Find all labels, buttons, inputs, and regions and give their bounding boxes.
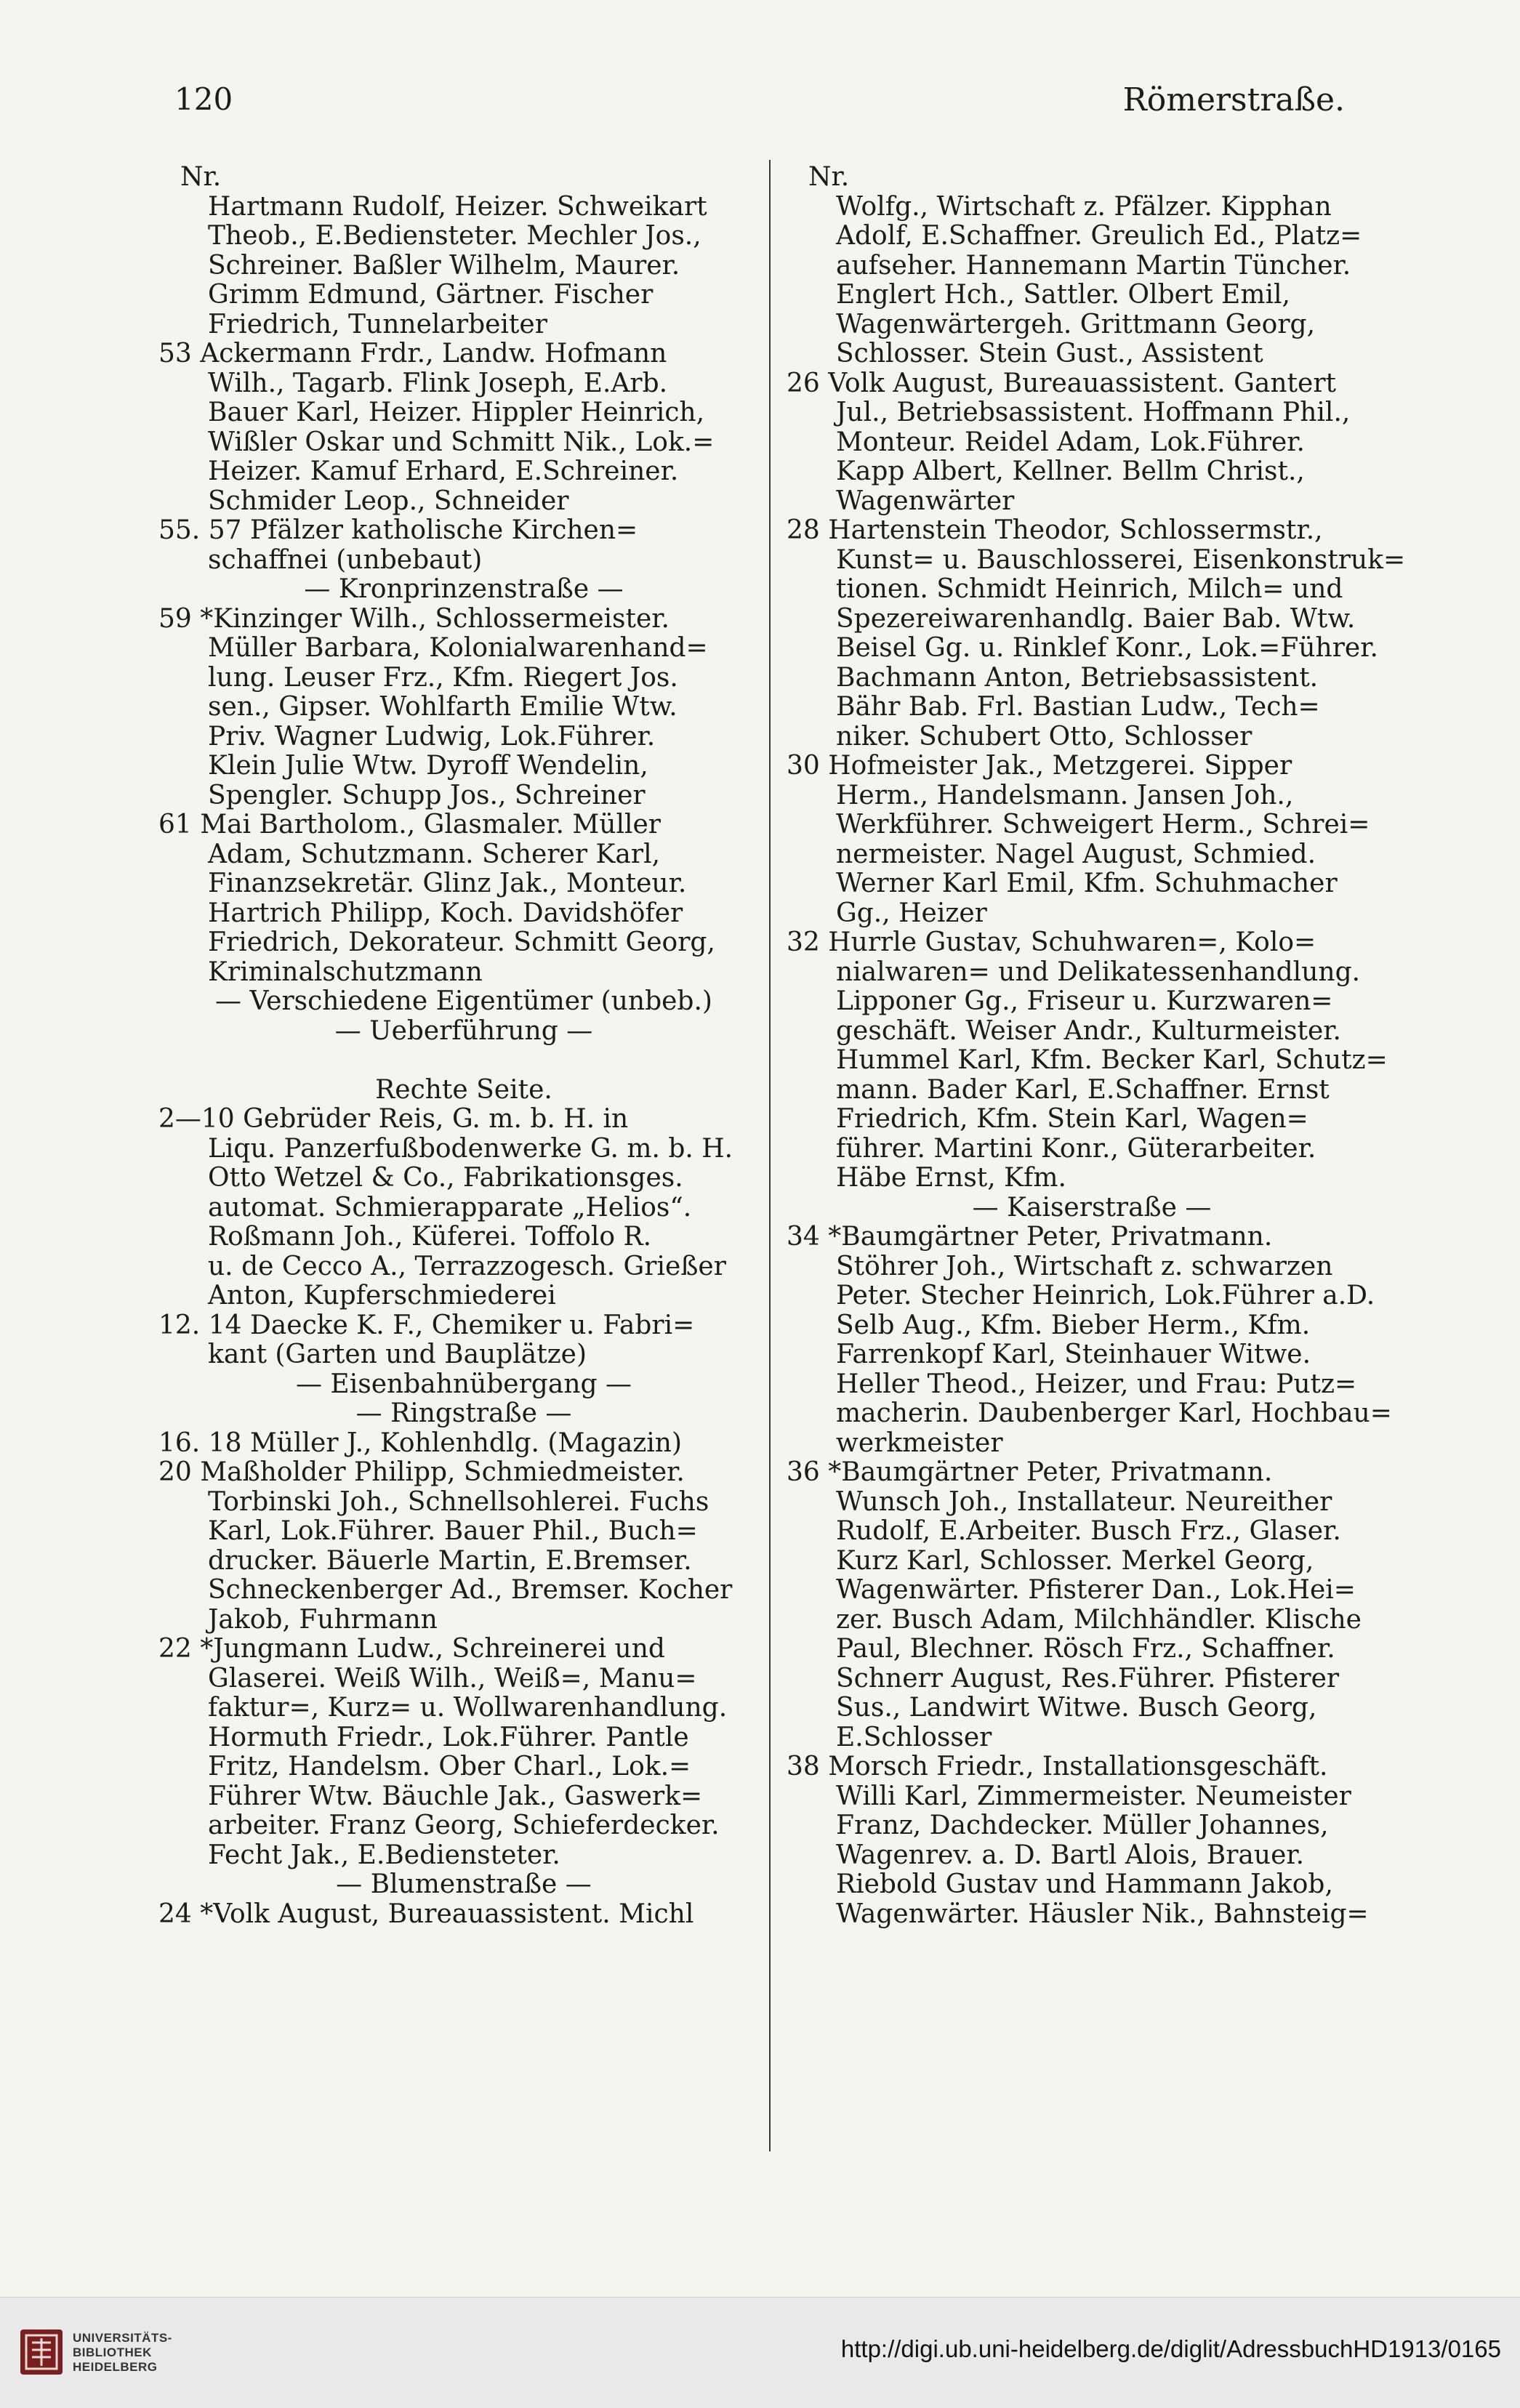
text-line: Rechte Seite. [375, 1074, 552, 1105]
text-line: Wilh., Tagarb. Flink Joseph, E.Arb. [208, 368, 668, 398]
text-line: — Ringstraße — [355, 1398, 572, 1428]
logo-line: BIBLIOTHEK [73, 2345, 152, 2359]
text-line: Hartmann Rudolf, Heizer. Schweikart [208, 191, 707, 222]
text-line: 36 *Baumgärtner Peter, Privatmann. [787, 1457, 1273, 1487]
text-line: macherin. Daubenberger Karl, Hochbau= [836, 1398, 1392, 1428]
library-logo-text [73, 2331, 172, 2375]
text-line: Schneckenberger Ad., Bremser. Kocher [208, 1575, 733, 1605]
text-line: Karl, Lok.Führer. Bauer Phil., Buch= [208, 1516, 698, 1546]
text-line: Otto Wetzel & Co., Fabrikationsges. [208, 1163, 683, 1193]
text-line: niker. Schubert Otto, Schlosser [836, 721, 1252, 752]
text-line: lung. Leuser Frz., Kfm. Riegert Jos. [208, 662, 678, 693]
text-line: Theob., E.Bediensteter. Mechler Jos., [208, 221, 701, 251]
column-divider [769, 160, 771, 2151]
text-line: Hartrich Philipp, Koch. Davidshöfer [208, 898, 683, 928]
footer-bar [0, 2297, 1520, 2408]
text-line: 12. 14 Daecke K. F., Chemiker u. Fabri= [158, 1310, 695, 1340]
text-line: Roßmann Joh., Küferei. Toffolo R. [208, 1222, 652, 1252]
text-line: — Ueberführung — [334, 1015, 593, 1046]
text-line: Englert Hch., Sattler. Olbert Emil, [836, 280, 1290, 310]
text-line: Nr. [180, 162, 222, 192]
page-header [174, 81, 1345, 125]
text-line: Bachmann Anton, Betriebsassistent. [836, 662, 1319, 693]
text-line: Wagenwärter [836, 486, 1015, 516]
text-line: Selb Aug., Kfm. Bieber Herm., Kfm. [836, 1310, 1311, 1340]
text-line: Paul, Blechner. Rösch Frz., Schaffner. [836, 1634, 1335, 1664]
text-line: Willi Karl, Zimmermeister. Neumeister [836, 1781, 1351, 1811]
text-line: Rudolf, E.Arbeiter. Busch Frz., Glaser. [836, 1516, 1341, 1546]
university-seal-icon [19, 2328, 64, 2376]
text-line: 26 Volk August, Bureauassistent. Gantert [787, 368, 1336, 398]
text-line: Beisel Gg. u. Rinklef Konr., Lok.=Führer. [836, 633, 1378, 663]
text-line: Kurz Karl, Schlosser. Merkel Georg, [836, 1545, 1314, 1576]
text-line: kant (Garten und Bauplätze) [208, 1340, 587, 1369]
text-line: Müller Barbara, Kolonialwarenhand= [208, 633, 708, 663]
text-line: Hormuth Friedr., Lok.Führer. Pantle [208, 1722, 689, 1752]
text-line: Lipponer Gg., Friseur u. Kurzwaren= [836, 986, 1333, 1016]
text-line: Adam, Schutzmann. Scherer Karl, [208, 839, 661, 869]
text-line: Peter. Stecher Heinrich, Lok.Führer a.D. [836, 1281, 1375, 1310]
text-line: — Eisenbahnübergang — [295, 1369, 632, 1399]
text-line: Jakob, Fuhrmann [208, 1604, 438, 1635]
text-line: Wißler Oskar und Schmitt Nik., Lok.= [208, 427, 715, 457]
text-line: aufseher. Hannemann Martin Tüncher. [836, 250, 1351, 281]
text-line: Bähr Bab. Frl. Bastian Ludw., Tech= [836, 692, 1320, 722]
text-line: Werner Karl Emil, Kfm. Schuhmacher [836, 869, 1338, 898]
text-line [158, 1046, 740, 1076]
text-line: zer. Busch Adam, Milchhändler. Klische [836, 1604, 1362, 1635]
text-line: geschäft. Weiser Andr., Kulturmeister. [836, 1015, 1342, 1046]
text-line: u. de Cecco A., Terrazzogesch. Grießer [208, 1251, 726, 1281]
text-line: Farrenkopf Karl, Steinhauer Witwe. [836, 1340, 1311, 1369]
text-line: 59 *Kinzinger Wilh., Schlossermeister. [158, 603, 669, 634]
text-line: Häbe Ernst, Kfm. [836, 1163, 1066, 1193]
text-line: Wolfg., Wirtschaft z. Pfälzer. Kipphan [836, 191, 1332, 222]
text-line: führer. Martini Konr., Güterarbeiter. [836, 1133, 1316, 1164]
page-number: 120 [174, 81, 233, 117]
text-line: Fecht Jak., E.Bediensteter. [208, 1840, 560, 1870]
text-line: 24 *Volk August, Bureauassistent. Michl [158, 1898, 694, 1929]
text-line: 20 Maßholder Philipp, Schmiedmeister. [158, 1457, 685, 1487]
logo-line: HEIDELBERG [73, 2360, 158, 2374]
text-line: 61 Mai Bartholom., Glasmaler. Müller [158, 810, 661, 839]
text-line: faktur=, Kurz= u. Wollwarenhandlung. [208, 1693, 728, 1723]
text-line: 38 Morsch Friedr., Installationsgeschäft. [787, 1752, 1328, 1781]
text-line: Bauer Karl, Heizer. Hippler Heinrich, [208, 398, 705, 427]
text-line: Kriminalschutzmann [208, 957, 483, 987]
text-line: E.Schlosser [836, 1722, 992, 1752]
text-line: 30 Hofmeister Jak., Metzgerei. Sipper [787, 751, 1292, 781]
text-line: 34 *Baumgärtner Peter, Privatmann. [787, 1222, 1273, 1252]
text-line: Jul., Betriebsassistent. Hoffmann Phil., [836, 398, 1351, 427]
text-line: — Kronprinzenstraße — [304, 574, 624, 604]
text-line: Nr. [808, 162, 850, 192]
text-line: schaffnei (unbebaut) [208, 544, 483, 575]
running-title: Römerstraße. [1122, 81, 1345, 118]
text-line: sen., Gipser. Wohlfarth Emilie Wtw. [208, 692, 677, 722]
text-line: Priv. Wagner Ludwig, Lok.Führer. [208, 721, 656, 752]
text-line: Franz, Dachdecker. Müller Johannes, [836, 1811, 1329, 1840]
text-line: Grimm Edmund, Gärtner. Fischer [208, 280, 654, 310]
text-line: Kapp Albert, Kellner. Bellm Christ., [836, 456, 1305, 486]
text-line: Klein Julie Wtw. Dyroff Wendelin, [208, 751, 648, 781]
text-line: 32 Hurrle Gustav, Schuhwaren=, Kolo= [787, 927, 1316, 957]
text-line: Glaserei. Weiß Wilh., Weiß=, Manu= [208, 1663, 697, 1694]
text-line: Monteur. Reidel Adam, Lok.Führer. [836, 427, 1305, 457]
text-line: Sus., Landwirt Witwe. Busch Georg, [836, 1693, 1317, 1723]
text-line: — Verschiedene Eigentümer (unbeb.) [215, 986, 712, 1016]
text-line: Friedrich, Tunnelarbeiter [208, 309, 547, 339]
text-line: werkmeister [836, 1428, 1003, 1458]
text-line: 16. 18 Müller J., Kohlenhdlg. (Magazin) [158, 1428, 682, 1458]
text-line: Friedrich, Kfm. Stein Karl, Wagen= [836, 1104, 1308, 1134]
text-line: Fritz, Handelsm. Ober Charl., Lok.= [208, 1752, 691, 1781]
text-line: Finanzsekretär. Glinz Jak., Monteur. [208, 869, 687, 898]
text-line: 22 *Jungmann Ludw., Schreinerei und [158, 1634, 665, 1664]
text-line: Wunsch Joh., Installateur. Neureither [836, 1486, 1332, 1517]
text-line: Schmider Leop., Schneider [208, 486, 569, 516]
text-line: Wagenwärter. Pfisterer Dan., Lok.Hei= [836, 1575, 1356, 1605]
text-line: — Blumenstraße — [336, 1869, 592, 1899]
left-column [158, 163, 740, 1929]
text-line: nermeister. Nagel August, Schmied. [836, 839, 1316, 869]
text-line: Spengler. Schupp Jos., Schreiner [208, 780, 646, 810]
text-line: nialwaren= und Delikatessenhandlung. [836, 957, 1361, 987]
logo-line: UNIVERSITÄTS- [73, 2331, 172, 2345]
text-line: Anton, Kupferschmiederei [208, 1281, 556, 1310]
text-line: — Kaiserstraße — [972, 1192, 1212, 1223]
text-line: 53 Ackermann Frdr., Landw. Hofmann [158, 339, 667, 369]
text-line: Gg., Heizer [836, 898, 987, 928]
text-line: 55. 57 Pfälzer katholische Kirchen= [158, 515, 638, 545]
text-line: 28 Hartenstein Theodor, Schlossermstr., [787, 515, 1323, 545]
text-line: Liqu. Panzerfußbodenwerke G. m. b. H. [208, 1133, 733, 1164]
text-line: mann. Bader Karl, E.Schaffner. Ernst [836, 1074, 1330, 1105]
text-line: 2—10 Gebrüder Reis, G. m. b. H. in [158, 1104, 629, 1134]
text-line: drucker. Bäuerle Martin, E.Bremser. [208, 1545, 692, 1576]
text-line: Adolf, E.Schaffner. Greulich Ed., Platz= [836, 221, 1362, 251]
text-line: Heizer. Kamuf Erhard, E.Schreiner. [208, 456, 679, 486]
text-line: Riebold Gustav und Hammann Jakob, [836, 1869, 1333, 1899]
text-line: Werkführer. Schweigert Herm., Schrei= [836, 810, 1370, 839]
text-line: arbeiter. Franz Georg, Schieferdecker. [208, 1811, 720, 1840]
right-column [787, 162, 1406, 1929]
text-line: Kunst= u. Bauschlosserei, Eisenkonstruk= [836, 544, 1406, 575]
text-line: Wagenwärter. Häusler Nik., Bahnsteig= [836, 1898, 1369, 1929]
text-line: Stöhrer Joh., Wirtschaft z. schwarzen [836, 1251, 1333, 1281]
text-line: Führer Wtw. Bäuchle Jak., Gaswerk= [208, 1781, 703, 1811]
text-line: Wagenrev. a. D. Bartl Alois, Brauer. [836, 1840, 1305, 1870]
text-line: Schlosser. Stein Gust., Assistent [836, 339, 1263, 369]
text-line: Friedrich, Dekorateur. Schmitt Georg, [208, 927, 715, 957]
text-line: Heller Theod., Heizer, und Frau: Putz= [836, 1369, 1357, 1399]
text-line: Wagenwärtergeh. Grittmann Georg, [836, 309, 1316, 339]
text-line: Hummel Karl, Kfm. Becker Karl, Schutz= [836, 1045, 1388, 1075]
text-line: Schnerr August, Res.Führer. Pfisterer [836, 1663, 1340, 1694]
text-line: Spezereiwarenhandlg. Baier Bab. Wtw. [836, 603, 1356, 634]
text-line: Schreiner. Baßler Wilhelm, Maurer. [208, 250, 680, 281]
text-line: tionen. Schmidt Heinrich, Milch= und [836, 574, 1343, 604]
source-url-link[interactable]: http://digi.ub.uni-heidelberg.de/diglit/AdressbuchHD1913/0165 [840, 2335, 1501, 2362]
text-line: automat. Schmierapparate „Helios“. [208, 1192, 692, 1223]
text-line: Torbinski Joh., Schnellsohlerei. Fuchs [208, 1486, 709, 1517]
text-line: Herm., Handelsmann. Jansen Joh., [836, 780, 1294, 810]
